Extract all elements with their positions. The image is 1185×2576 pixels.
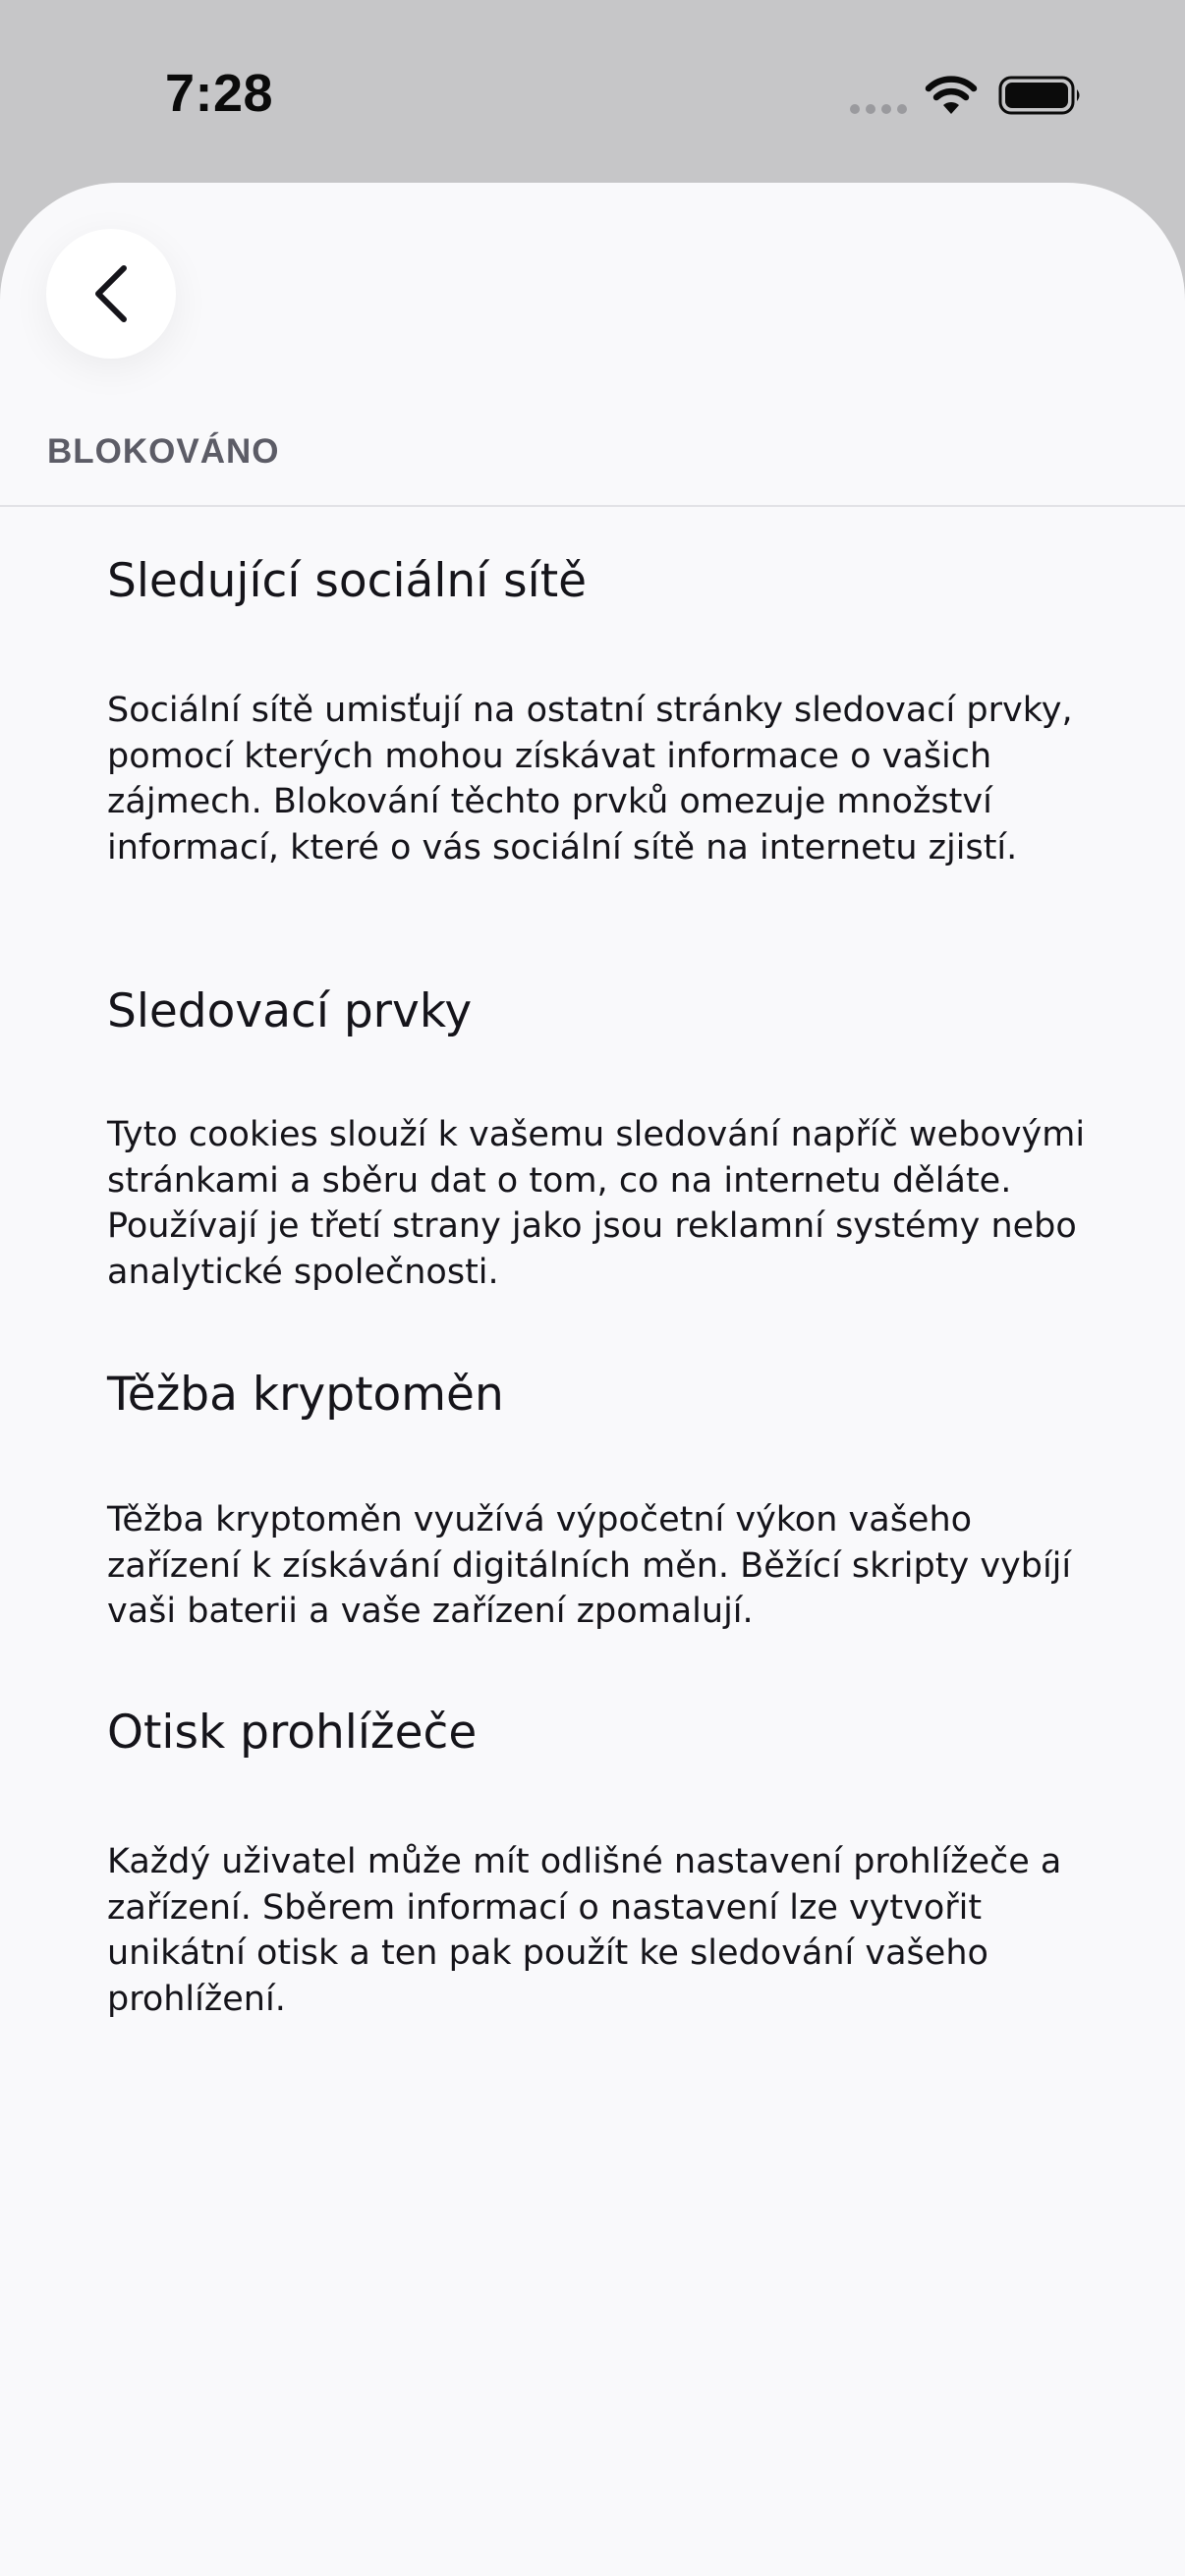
item-title-social-trackers: Sledující sociální sítě — [107, 554, 588, 608]
chevron-left-icon — [88, 262, 134, 325]
item-description-trackers: Tyto cookies slouží k vašemu sledování napříč webovými stránkami a sběru dat o tom, co na internetu děláte. Používají je třetí strany jako jsou reklamní systémy nebo analytické společnosti. — [107, 1115, 1086, 1292]
battery-icon — [998, 75, 1083, 116]
item-title-trackers: Sledovací prvky — [107, 984, 473, 1038]
signal-dots-icon — [849, 103, 908, 115]
tracking-protection-sheet — [0, 183, 1185, 2576]
back-button[interactable] — [46, 229, 176, 359]
item-title-cryptominers: Těžba kryptoměn — [107, 1368, 504, 1422]
divider — [0, 505, 1185, 507]
wifi-icon — [924, 75, 979, 116]
status-time: 7:28 — [165, 64, 274, 123]
item-description-social-trackers: Sociální sítě umisťují na ostatní stránky sledovací prvky, pomocí kterých mohou získávat informace o vašich zájmech. Blokování těchto prvků omezuje množství informací, které o vás sociální sítě na internetu zjistí. — [107, 691, 1073, 868]
section-title: BLOKOVÁNO — [47, 432, 280, 471]
item-description-fingerprinting: Každý uživatel může mít odlišné nastavení prohlížeče a zařízení. Sběrem informací o nastavení lze vytvořit unikátní otisk a ten pak použít ke sledování vašeho prohlížení. — [107, 1842, 1062, 2019]
status-bar — [0, 0, 1185, 183]
item-description-cryptominers: Těžba kryptoměn využívá výpočetní výkon vašeho zařízení k získávání digitálních měn. Běžící skripty vybíjí vaši baterii a vaše zařízení zpomalují. — [107, 1500, 1072, 1631]
item-title-fingerprinting: Otisk prohlížeče — [107, 1706, 478, 1760]
